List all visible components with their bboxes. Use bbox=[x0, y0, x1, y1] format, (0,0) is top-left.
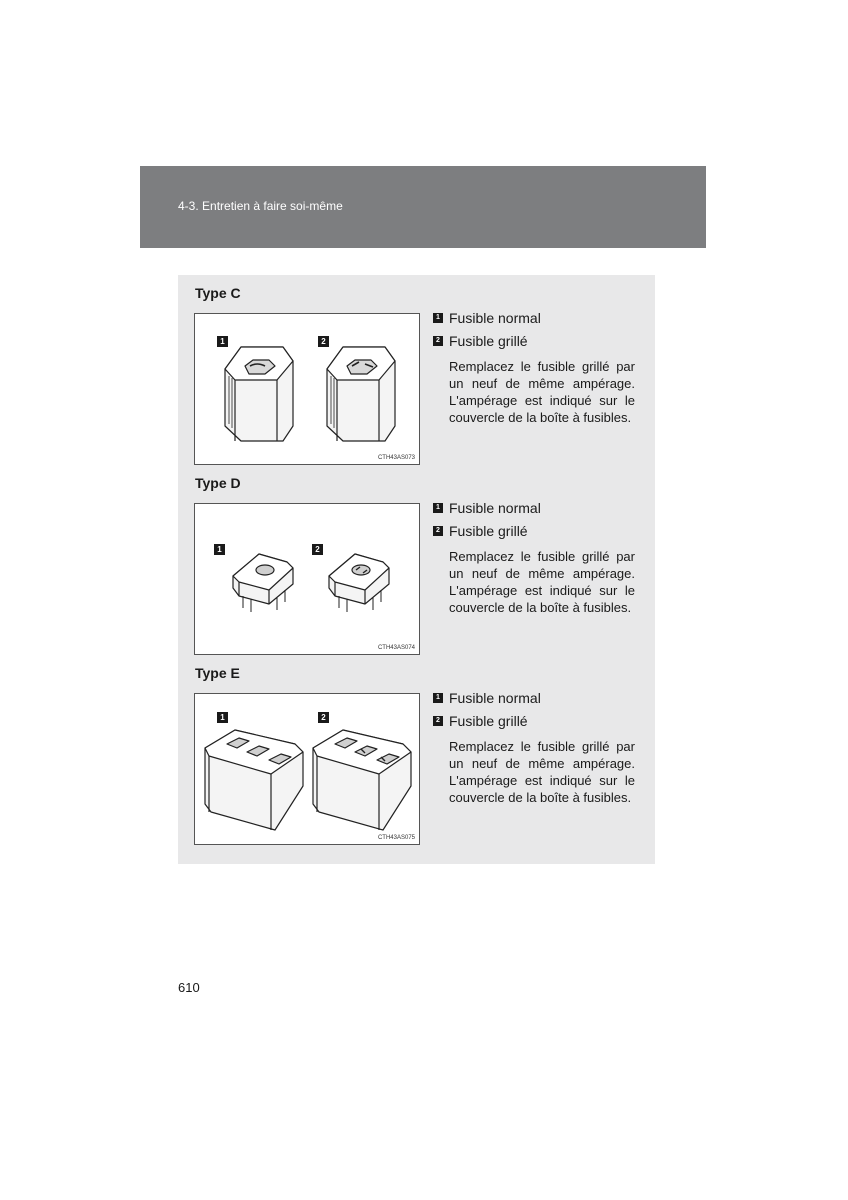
legend-badge: 2 bbox=[433, 526, 443, 536]
legend-item-normal-fuse bbox=[433, 499, 635, 522]
section-title: Type D bbox=[195, 475, 241, 491]
legend bbox=[433, 689, 635, 806]
legend-item-normal-fuse bbox=[433, 689, 635, 712]
content-box bbox=[178, 275, 655, 864]
figure-code: CTH43AS073 bbox=[377, 455, 415, 461]
figure-badge: 1 bbox=[214, 544, 225, 555]
fuse-illustration-type-d bbox=[194, 503, 420, 655]
figure-badge: 2 bbox=[318, 336, 329, 347]
figure-code: CTH43AS075 bbox=[377, 835, 415, 841]
chapter-header bbox=[140, 166, 706, 248]
legend-note: Remplacez le fusible grillé par un neuf de même ampérage. L'ampérage est indiqué sur le couvercle de la boîte à fusibles. bbox=[449, 739, 635, 805]
figure-code: CTH43AS074 bbox=[377, 645, 415, 651]
legend-badge: 1 bbox=[433, 503, 443, 513]
legend bbox=[433, 309, 635, 426]
legend-badge: 1 bbox=[433, 693, 443, 703]
fuse-illustration-type-e bbox=[194, 693, 420, 845]
legend-label: Fusible normal bbox=[449, 690, 541, 706]
legend-label: Fusible grillé bbox=[449, 713, 528, 729]
legend-note: Remplacez le fusible grillé par un neuf de même ampérage. L'ampérage est indiqué sur le couvercle de la boîte à fusibles. bbox=[449, 359, 635, 425]
legend-badge: 2 bbox=[433, 716, 443, 726]
section-type-d bbox=[178, 465, 655, 655]
section-title: Type E bbox=[195, 665, 240, 681]
fuse-drawing-type-d bbox=[195, 504, 419, 654]
legend-badge: 1 bbox=[433, 313, 443, 323]
legend-label: Fusible normal bbox=[449, 310, 541, 326]
legend bbox=[433, 499, 635, 616]
legend-label: Fusible grillé bbox=[449, 523, 528, 539]
page-number: 610 bbox=[178, 980, 200, 995]
figure-badge: 1 bbox=[217, 712, 228, 723]
section-type-c bbox=[178, 275, 655, 465]
legend-item-normal-fuse bbox=[433, 309, 635, 332]
chapter-title: 4-3. Entretien à faire soi-même bbox=[178, 199, 343, 213]
legend-label: Fusible normal bbox=[449, 500, 541, 516]
figure-badge: 1 bbox=[217, 336, 228, 347]
figure-badge: 2 bbox=[318, 712, 329, 723]
fuse-drawing-type-e bbox=[195, 694, 419, 844]
figure-badge: 2 bbox=[312, 544, 323, 555]
fuse-illustration-type-c bbox=[194, 313, 420, 465]
legend-note: Remplacez le fusible grillé par un neuf de même ampérage. L'ampérage est indiqué sur le couvercle de la boîte à fusibles. bbox=[449, 549, 635, 615]
legend-item-blown-fuse bbox=[433, 712, 635, 735]
legend-item-blown-fuse bbox=[433, 332, 635, 355]
section-type-e bbox=[178, 655, 655, 845]
legend-label: Fusible grillé bbox=[449, 333, 528, 349]
legend-badge: 2 bbox=[433, 336, 443, 346]
section-title: Type C bbox=[195, 285, 241, 301]
fuse-drawing-type-c bbox=[195, 314, 419, 464]
legend-item-blown-fuse bbox=[433, 522, 635, 545]
